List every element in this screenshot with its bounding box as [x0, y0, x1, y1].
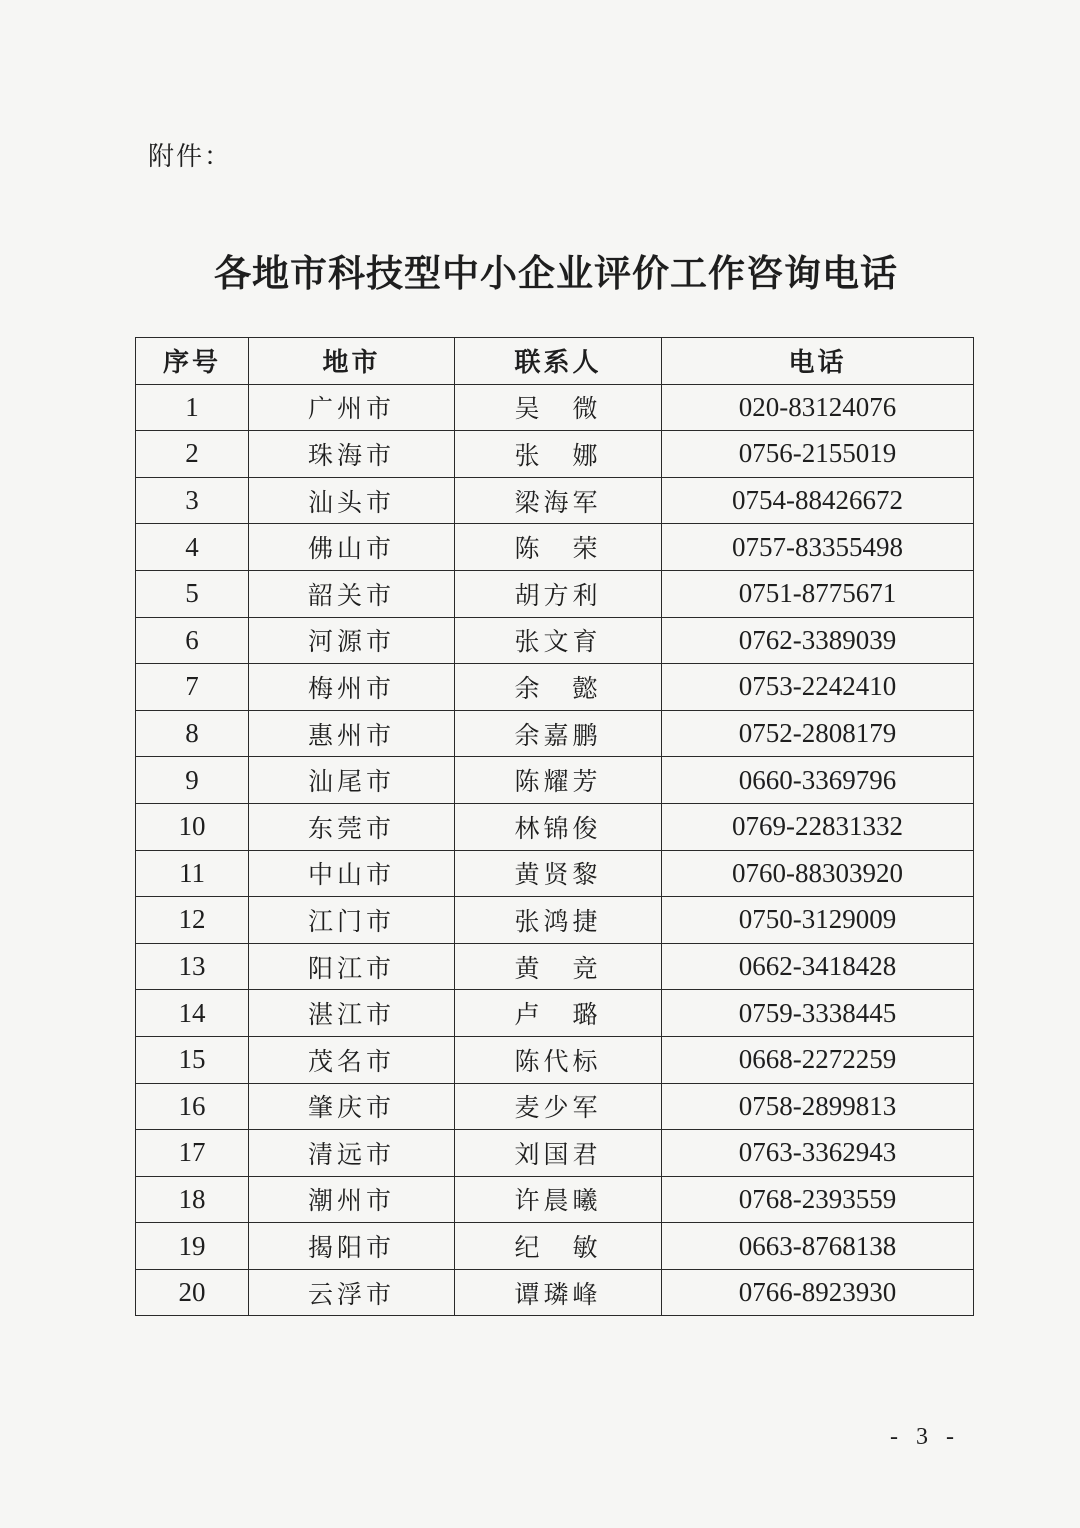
row-number: 5	[136, 570, 249, 617]
row-city: 汕尾市	[249, 757, 455, 804]
row-number: 18	[136, 1176, 249, 1223]
row-phone: 0763-3362943	[662, 1130, 974, 1177]
row-contact: 陈代标	[455, 1036, 662, 1083]
row-city: 中山市	[249, 850, 455, 897]
row-city: 惠州市	[249, 710, 455, 757]
row-contact: 黄 竞	[455, 943, 662, 990]
row-city: 茂名市	[249, 1036, 455, 1083]
row-number: 16	[136, 1083, 249, 1130]
table-row	[136, 990, 974, 1037]
table-header-row	[136, 338, 974, 385]
row-number: 4	[136, 524, 249, 571]
row-number: 17	[136, 1130, 249, 1177]
attachment-label: 附件：	[148, 142, 233, 172]
row-contact: 黄贤黎	[455, 850, 662, 897]
row-city: 梅州市	[249, 664, 455, 711]
row-contact: 余 懿	[455, 664, 662, 711]
row-number: 6	[136, 617, 249, 664]
row-number: 20	[136, 1269, 249, 1316]
row-phone: 0660-3369796	[662, 757, 974, 804]
table-row	[136, 1176, 974, 1223]
row-city: 汕头市	[249, 477, 455, 524]
row-phone: 0668-2272259	[662, 1036, 974, 1083]
row-city: 珠海市	[249, 431, 455, 478]
row-number: 9	[136, 757, 249, 804]
row-city: 东莞市	[249, 803, 455, 850]
row-phone: 0760-88303920	[662, 850, 974, 897]
row-number: 11	[136, 850, 249, 897]
table-row	[136, 664, 974, 711]
table-row	[136, 943, 974, 990]
header-city: 地市	[249, 338, 455, 385]
row-contact: 林锦俊	[455, 803, 662, 850]
row-phone: 0751-8775671	[662, 570, 974, 617]
table-row	[136, 710, 974, 757]
header-contact: 联系人	[455, 338, 662, 385]
row-contact: 谭璘峰	[455, 1269, 662, 1316]
row-contact: 陈耀芳	[455, 757, 662, 804]
row-city: 阳江市	[249, 943, 455, 990]
row-contact: 刘国君	[455, 1130, 662, 1177]
row-contact: 纪 敏	[455, 1223, 662, 1270]
row-number: 7	[136, 664, 249, 711]
table-row	[136, 1269, 974, 1316]
row-phone: 0757-83355498	[662, 524, 974, 571]
row-city: 揭阳市	[249, 1223, 455, 1270]
row-number: 14	[136, 990, 249, 1037]
row-city: 云浮市	[249, 1269, 455, 1316]
row-phone: 0752-2808179	[662, 710, 974, 757]
row-number: 13	[136, 943, 249, 990]
document-title: 各地市科技型中小企业评价工作咨询电话	[214, 252, 898, 295]
row-contact: 余嘉鹏	[455, 710, 662, 757]
contact-table	[135, 337, 974, 1316]
row-contact: 陈 荣	[455, 524, 662, 571]
row-phone: 0769-22831332	[662, 803, 974, 850]
header-no: 序号	[136, 338, 249, 385]
row-phone: 0754-88426672	[662, 477, 974, 524]
row-phone: 0663-8768138	[662, 1223, 974, 1270]
row-phone: 0758-2899813	[662, 1083, 974, 1130]
row-city: 广州市	[249, 384, 455, 431]
row-contact: 许晨曦	[455, 1176, 662, 1223]
table-row	[136, 897, 974, 944]
row-number: 2	[136, 431, 249, 478]
row-contact: 张鸿捷	[455, 897, 662, 944]
row-contact: 梁海军	[455, 477, 662, 524]
table-row	[136, 617, 974, 664]
row-number: 10	[136, 803, 249, 850]
row-phone: 0750-3129009	[662, 897, 974, 944]
row-number: 3	[136, 477, 249, 524]
table-row	[136, 850, 974, 897]
row-contact: 张 娜	[455, 431, 662, 478]
table-row	[136, 1036, 974, 1083]
table-row	[136, 524, 974, 571]
row-phone: 020-83124076	[662, 384, 974, 431]
row-number: 1	[136, 384, 249, 431]
table-row	[136, 757, 974, 804]
row-number: 19	[136, 1223, 249, 1270]
row-city: 韶关市	[249, 570, 455, 617]
row-phone: 0766-8923930	[662, 1269, 974, 1316]
row-number: 12	[136, 897, 249, 944]
row-number: 15	[136, 1036, 249, 1083]
table-row	[136, 570, 974, 617]
table-row	[136, 1223, 974, 1270]
table-row	[136, 1083, 974, 1130]
row-city: 河源市	[249, 617, 455, 664]
table-row	[136, 431, 974, 478]
row-contact: 胡方利	[455, 570, 662, 617]
table-row	[136, 477, 974, 524]
row-phone: 0768-2393559	[662, 1176, 974, 1223]
table-row	[136, 1130, 974, 1177]
row-city: 佛山市	[249, 524, 455, 571]
table-row	[136, 803, 974, 850]
row-city: 潮州市	[249, 1176, 455, 1223]
row-city: 清远市	[249, 1130, 455, 1177]
table-row	[136, 384, 974, 431]
row-city: 江门市	[249, 897, 455, 944]
page-number: - 3 -	[890, 1424, 960, 1450]
table-body	[136, 384, 974, 1316]
row-phone: 0662-3418428	[662, 943, 974, 990]
row-contact: 吴 微	[455, 384, 662, 431]
row-city: 湛江市	[249, 990, 455, 1037]
row-number: 8	[136, 710, 249, 757]
row-contact: 张文育	[455, 617, 662, 664]
row-phone: 0762-3389039	[662, 617, 974, 664]
row-contact: 卢 璐	[455, 990, 662, 1037]
header-phone: 电话	[662, 338, 974, 385]
row-contact: 麦少军	[455, 1083, 662, 1130]
row-phone: 0753-2242410	[662, 664, 974, 711]
row-city: 肇庆市	[249, 1083, 455, 1130]
row-phone: 0759-3338445	[662, 990, 974, 1037]
row-phone: 0756-2155019	[662, 431, 974, 478]
